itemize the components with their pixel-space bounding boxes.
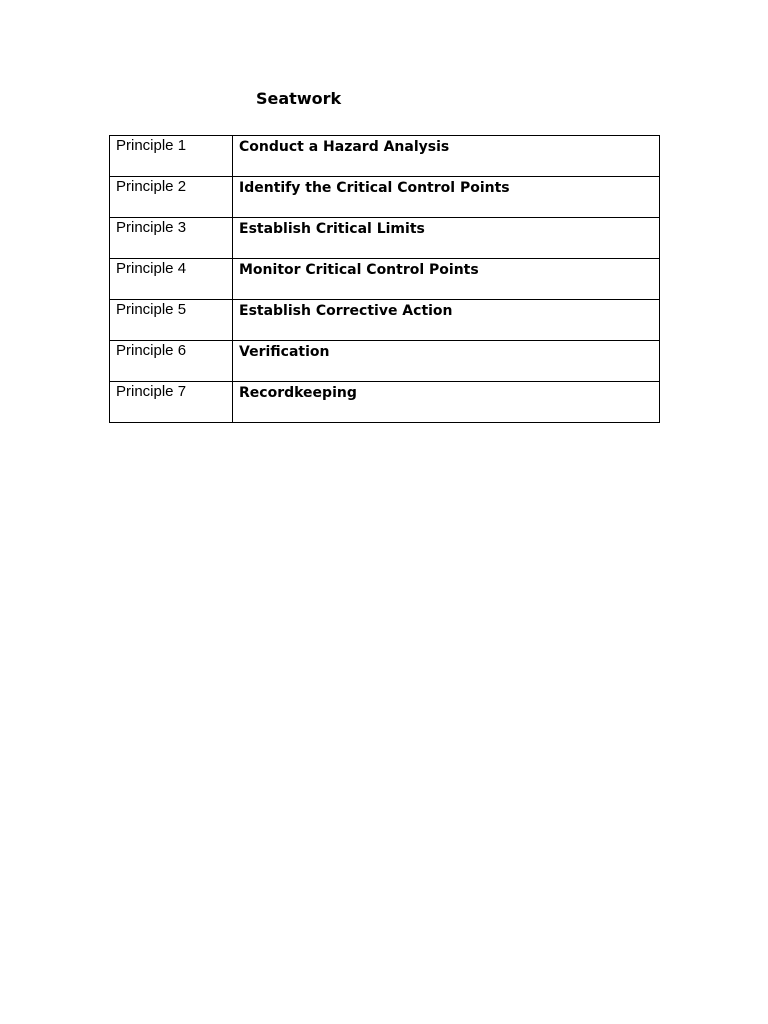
principle-label: Principle 2 (116, 178, 187, 195)
table-row (110, 177, 660, 218)
principle-label: Principle 5 (116, 301, 187, 318)
principle-description: Verification (239, 344, 330, 360)
principle-description: Establish Critical Limits (239, 221, 425, 237)
principle-label: Principle 3 (116, 219, 187, 236)
table-row (110, 382, 660, 423)
principle-description-cell (233, 136, 660, 177)
principle-description: Recordkeeping (239, 385, 357, 401)
table-row (110, 218, 660, 259)
principle-description-cell (233, 382, 660, 423)
principles-table (109, 135, 660, 423)
table-row (110, 136, 660, 177)
principle-label-cell (110, 300, 233, 341)
principle-description: Monitor Critical Control Points (239, 262, 479, 278)
principle-description: Conduct a Hazard Analysis (239, 139, 450, 155)
principle-label-cell (110, 136, 233, 177)
principle-description-cell (233, 218, 660, 259)
principle-description: Identify the Critical Control Points (239, 180, 510, 196)
principle-label: Principle 7 (116, 383, 187, 400)
principle-label: Principle 6 (116, 342, 187, 359)
principle-label-cell (110, 218, 233, 259)
table-row (110, 341, 660, 382)
principle-description-cell (233, 259, 660, 300)
principle-label-cell (110, 341, 233, 382)
principle-description: Establish Corrective Action (239, 303, 453, 319)
principle-label: Principle 1 (116, 137, 187, 154)
principle-description-cell (233, 341, 660, 382)
principle-label-cell (110, 382, 233, 423)
principle-label-cell (110, 177, 233, 218)
principle-description-cell (233, 177, 660, 218)
principle-label: Principle 4 (116, 260, 187, 277)
table-row (110, 259, 660, 300)
principle-description-cell (233, 300, 660, 341)
principle-label-cell (110, 259, 233, 300)
page-title: Seatwork (256, 89, 342, 108)
table-row (110, 300, 660, 341)
